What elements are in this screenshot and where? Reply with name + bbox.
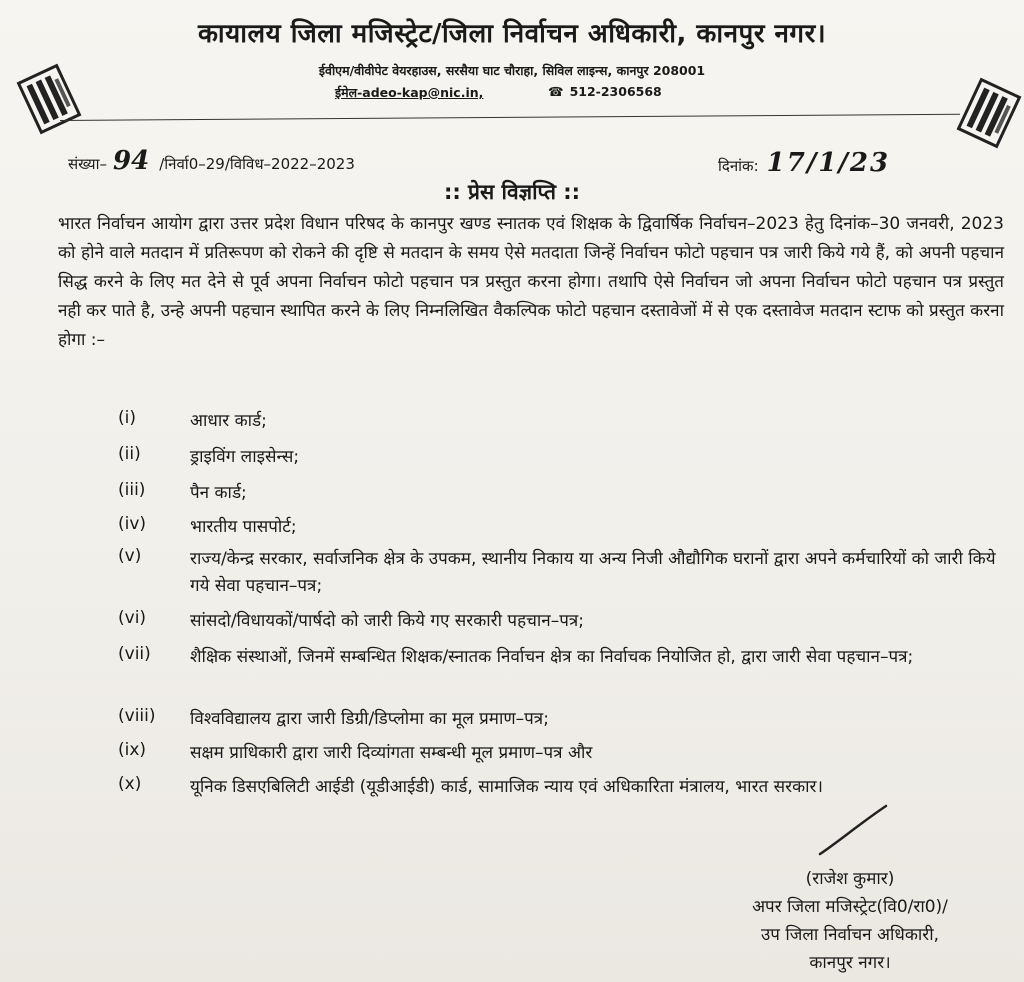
reference-number	[68, 146, 355, 176]
list-item-number: (x)	[118, 774, 142, 794]
list-item-number: (ix)	[118, 740, 147, 760]
list-item-text: आधार कार्ड;	[190, 411, 267, 431]
list-item-text: भारतीय पासपोर्ट;	[190, 517, 297, 537]
list-item-text: विश्वविद्यालय द्वारा जारी डिग्री/डिप्लोमा का मूल प्रमाण–पत्र;	[190, 709, 549, 729]
list-item-text: यूनिक डिसएबिलिटी आईडी (यूडीआईडी) कार्ड, सामाजिक न्याय एवं अधिकारिता मंत्रालय, भारत सरकार।	[190, 777, 823, 797]
header-divider	[60, 114, 960, 121]
list-item-text: राज्य/केन्द्र सरकार, सर्वाजनिक क्षेत्र के उपकम, स्थानीय निकाय या अन्य निजी औद्यौगिक घरानों द्वारा अपने कर्मचारियों को जारी किये गये सेवा पहचान–पत्र;	[190, 549, 996, 596]
body-paragraph: भारत निर्वाचन आयोग द्वारा उत्तर प्रदेश विधान परिषद के कानपुर खण्ड स्नातक एवं शिक्षक के द्विवार्षिक निर्वाचन–2023 हेतु दिनांक–30 जनवरी, 2023 को होने वाले मतदान में प्रतिरूपण को रोकने की दृष्टि से मतदान के समय ऐसे मतदाता जिन्हें निर्वाचन फोटो पहचान पत्र जारी किये गये हैं, को अपनी पहचान सिद्ध करने के लिए मत देने से पूर्व अपना निर्वाचन फोटो पहचान पत्र प्रस्तुत करना होगा। तथापि ऐसे निर्वाचन जो अपना निर्वाचन फोटो पहचान पत्र प्रस्तुत नही कर पाते है, उन्हे अपनी पहचान स्थापित करने के लिए निम्नलिखित वैकल्पिक फोटो पहचान दस्तावेजों में से एक दस्तावेज मतदान स्टाफ को प्रस्तुत करना होगा :–	[58, 214, 1004, 350]
list-item-number: (v)	[118, 546, 142, 566]
list-item-number: (iv)	[118, 514, 147, 534]
signatory-designation-1: अपर जिला मजिस्ट्रेट(वि0/रा0)/	[752, 897, 948, 917]
date-handwritten: 17/1/23	[766, 148, 891, 178]
signatory-designation-2: उप जिला निर्वाचन अधिकारी,	[760, 925, 940, 945]
signature-mark	[812, 802, 892, 862]
list-item-text: सक्षम प्राधिकारी द्वारा जारी दिव्यांगता सम्बन्धी मूल प्रमाण–पत्र और	[190, 743, 593, 763]
office-title: कायालय जिला मजिस्ट्रेट/जिला निर्वाचन अधिकारी, कानपुर नगर।	[197, 19, 827, 49]
reference-handwritten-number: 94	[113, 146, 150, 176]
list-item-text: शैक्षिक संस्थाओं, जिनमें सम्बन्धित शिक्षक/स्नातक निर्वाचन क्षेत्र का निर्वाचक नियोजित हो, द्वारा जारी सेवा पहचान–पत्र;	[190, 647, 914, 667]
list-item-text: ड्राइविंग लाइसेन्स;	[190, 447, 300, 467]
date-label: दिनांक:	[718, 157, 759, 175]
document-date	[718, 148, 890, 178]
signatory-place: कानपुर नगर।	[809, 953, 891, 973]
reference-label: संख्या–	[68, 155, 108, 173]
office-email: ईमेल-adeo-kap@nic.in,	[335, 85, 484, 100]
telephone-icon: ☎	[548, 84, 564, 99]
list-item-number: (iii)	[118, 480, 146, 500]
list-item-number: (ii)	[118, 444, 141, 464]
reference-suffix: /निर्वा0–29/विविध–2022–2023	[159, 155, 355, 173]
list-item-number: (vii)	[118, 644, 151, 664]
list-item-number: (vi)	[118, 608, 147, 628]
list-item-text: सांसदो/विधायकों/पार्षदो को जारी किये गए सरकारी पहचान–पत्र;	[190, 611, 585, 631]
list-item-number: (viii)	[118, 706, 156, 726]
office-address: ईवीएम/वीवीपेट वेयरहाउस, सरसैया घाट चौराहा, सिविल लाइन्स, कानपुर 208001	[318, 63, 706, 78]
office-phone	[548, 84, 662, 99]
signatory-name: (राजेश कुमार)	[805, 869, 895, 889]
list-item-text: पैन कार्ड;	[190, 483, 247, 503]
phone-number: 512-2306568	[569, 84, 662, 99]
press-release-heading: :: प्रेस विज्ञप्ति ::	[443, 180, 581, 204]
list-item-number: (i)	[118, 408, 136, 428]
